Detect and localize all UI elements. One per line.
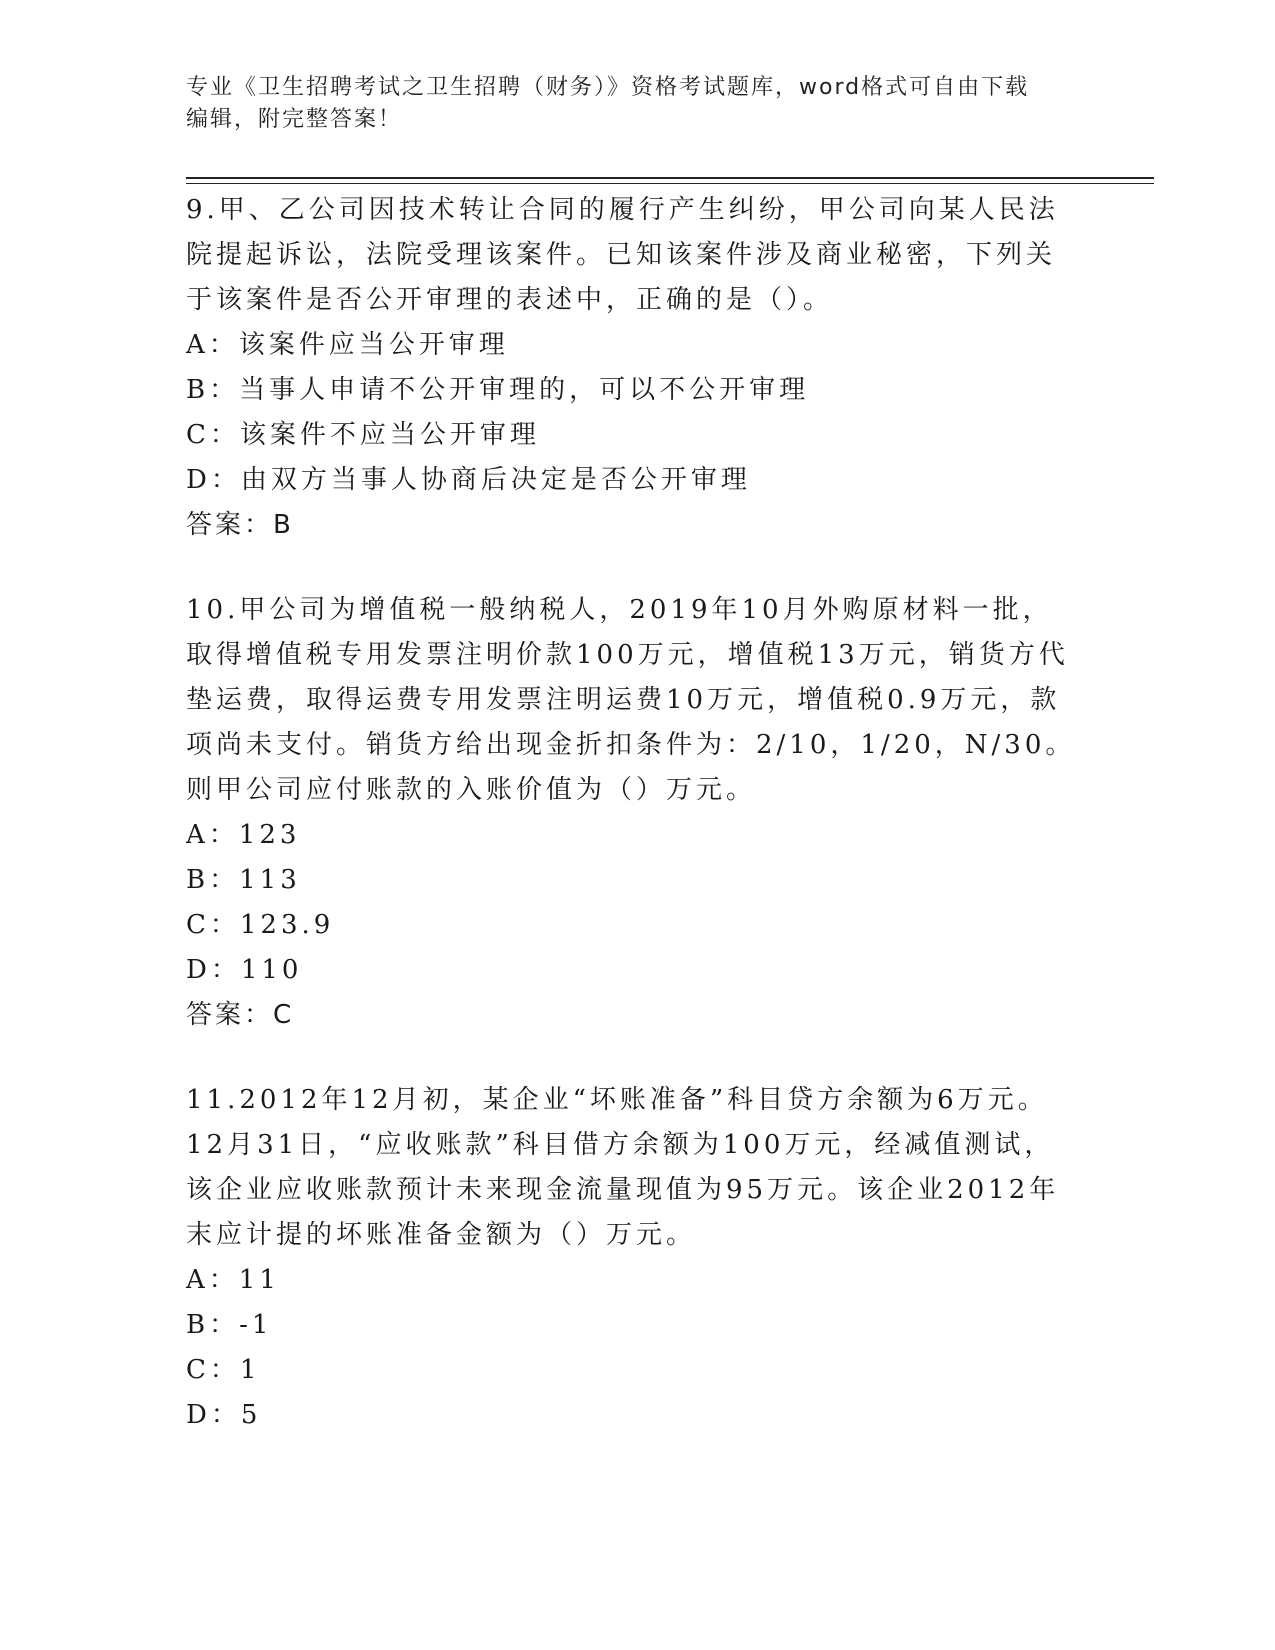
header-divider-thick [186, 177, 1154, 179]
header-line-2: 编辑，附完整答案！ [186, 107, 403, 132]
option-b: B：当事人申请不公开审理的，可以不公开审理 [186, 375, 810, 405]
option-b: B：113 [186, 865, 301, 895]
option-d: D：5 [186, 1400, 262, 1430]
option-a: A：123 [186, 820, 301, 850]
question-stem: 10.甲公司为增值税一般纳税人，2019年10月外购原材料一批，取得增值税专用发票注明价款100万元，增值税13万元，销货方代垫运费，取得运费专用发票注明运费10万元，增值税0.9万元，款项尚未支付。销货方给出现金折扣条件为：2/10，1/20，N/30。则甲公司应付账款的入账价值为（）万元。 [186, 595, 1076, 805]
header-line-1: 专业《卫生招聘考试之卫生招聘（财务）》资格考试题库，word格式可自由下载 [186, 75, 1030, 100]
answer: 答案：B [186, 510, 294, 540]
document-header [186, 72, 1066, 136]
header-divider-thin [186, 183, 1154, 184]
option-d: D：由双方当事人协商后决定是否公开审理 [186, 465, 751, 495]
option-a: A：11 [186, 1265, 280, 1295]
question-11 [186, 1078, 1076, 1438]
option-b: B：-1 [186, 1310, 273, 1340]
question-stem: 11.2012年12月初，某企业“坏账准备”科目贷方余额为6万元。12月31日，“应收账款”科目借方余额为100万元，经减值测试，该企业应收账款预计未来现金流量现值为95万元。该企业2012年末应计提的坏账准备金额为（）万元。 [186, 1085, 1060, 1250]
answer: 答案：C [186, 1000, 295, 1030]
option-c: C：该案件不应当公开审理 [186, 420, 540, 450]
option-c: C：123.9 [186, 910, 335, 940]
option-d: D：110 [186, 955, 303, 985]
question-stem: 9.甲、乙公司因技术转让合同的履行产生纠纷，甲公司向某人民法院提起诉讼，法院受理该案件。已知该案件涉及商业秘密，下列关于该案件是否公开审理的表述中，正确的是（）。 [186, 195, 1059, 315]
question-9 [186, 188, 1076, 548]
option-c: C：1 [186, 1355, 261, 1385]
question-10 [186, 588, 1076, 1038]
question-list [186, 188, 1076, 1478]
option-a: A：该案件应当公开审理 [186, 330, 509, 360]
